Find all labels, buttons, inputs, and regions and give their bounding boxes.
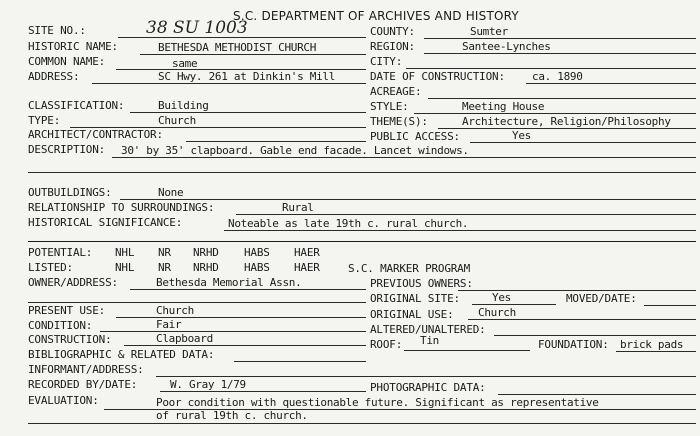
- owner-label: OWNER/ADDRESS:: [28, 276, 118, 289]
- city-line: [406, 68, 696, 69]
- moved-date-line: [644, 305, 696, 306]
- acreage-label: ACREAGE:: [370, 85, 422, 98]
- listed-haer: HAER: [294, 261, 320, 274]
- original-site-value: Yes: [492, 291, 511, 304]
- recorded-line: [160, 391, 366, 392]
- roof-line: [404, 350, 530, 351]
- significance-label: HISTORICAL SIGNIFICANCE:: [28, 216, 183, 229]
- original-use-line: [468, 319, 696, 320]
- description-line-1: [112, 157, 696, 158]
- potential-nhl: NHL: [115, 246, 135, 259]
- original-site-line: [472, 304, 556, 305]
- historic-name-label: HISTORIC NAME:: [28, 40, 118, 53]
- previous-owners-label: PREVIOUS OWNERS:: [370, 277, 473, 290]
- date-line: [526, 83, 696, 84]
- county-line: [424, 38, 696, 39]
- bibliographic-label: BIBLIOGRAPHIC & RELATED DATA:: [28, 348, 215, 361]
- foundation-label: FOUNDATION:: [538, 338, 609, 351]
- form-title: S.C. DEPARTMENT OF ARCHIVES AND HISTORY: [233, 9, 519, 23]
- county-value: Sumter: [470, 25, 508, 38]
- county-label: COUNTY:: [370, 25, 415, 38]
- listed-habs: HABS: [244, 261, 270, 274]
- original-use-value: Church: [478, 306, 516, 319]
- description-label: DESCRIPTION:: [28, 143, 106, 156]
- informant-line: [156, 376, 696, 377]
- roof-value: Tin: [420, 334, 439, 347]
- date-value: ca. 1890: [532, 70, 583, 83]
- photographic-line: [498, 394, 696, 395]
- architect-label: ARCHITECT/CONTRACTOR:: [28, 128, 163, 141]
- relationship-label: RELATIONSHIP TO SURROUNDINGS:: [28, 201, 215, 214]
- present-use-label: PRESENT USE:: [28, 304, 106, 317]
- photographic-label: PHOTOGRAPHIC DATA:: [370, 381, 486, 394]
- significance-value: Noteable as late 19th c. rural church.: [228, 217, 469, 230]
- classification-label: CLASSIFICATION:: [28, 99, 125, 112]
- themes-value: Architecture, Religion/Philosophy: [462, 115, 671, 128]
- original-site-label: ORIGINAL SITE:: [370, 292, 460, 305]
- owner-line-1: [130, 289, 366, 290]
- recorded-value: W. Gray 1/79: [170, 378, 246, 391]
- potential-haer: HAER: [294, 246, 320, 259]
- common-name-value: same: [172, 57, 198, 70]
- access-value: Yes: [512, 129, 531, 142]
- altered-line: [494, 335, 696, 336]
- historic-name-line: [140, 54, 366, 55]
- architect-line: [186, 141, 366, 142]
- moved-date-label: MOVED/DATE:: [566, 292, 637, 305]
- classification-line: [130, 112, 366, 113]
- original-use-label: ORIGINAL USE:: [370, 308, 454, 321]
- region-value: Santee-Lynches: [462, 40, 551, 53]
- listed-label: LISTED:: [28, 261, 73, 274]
- potential-nrhd: NRHD: [193, 246, 219, 259]
- evaluation-line-2: [28, 423, 696, 424]
- acreage-line: [428, 98, 696, 99]
- evaluation-value-2: of rural 19th c. church.: [156, 409, 308, 422]
- site-no-value: 38 SU 1003: [146, 18, 248, 38]
- recorded-label: RECORDED BY/DATE:: [28, 378, 138, 391]
- classification-value: Building: [158, 99, 209, 112]
- bibliographic-line: [234, 361, 366, 362]
- region-line: [424, 53, 696, 54]
- type-value: Church: [158, 114, 196, 127]
- present-use-line: [116, 317, 366, 318]
- outbuildings-line: [120, 199, 696, 200]
- site-no-line: [118, 37, 366, 38]
- themes-label: THEME(S):: [370, 115, 428, 128]
- condition-label: CONDITION:: [28, 319, 93, 332]
- description-line-2: [28, 172, 696, 173]
- listed-nhl: NHL: [115, 261, 135, 274]
- type-label: TYPE:: [28, 114, 61, 127]
- address-line: [92, 83, 366, 84]
- construction-line: [124, 345, 366, 346]
- style-label: STYLE:: [370, 100, 409, 113]
- potential-habs: HABS: [244, 246, 270, 259]
- present-use-value: Church: [156, 304, 194, 317]
- city-label: CITY:: [370, 55, 403, 68]
- section-divider: [28, 241, 696, 242]
- evaluation-label: EVALUATION:: [28, 394, 99, 407]
- evaluation-value-1: Poor condition with questionable future. Significant as representative: [156, 396, 599, 409]
- owner-value: Bethesda Memorial Assn.: [156, 276, 302, 289]
- access-line: [470, 142, 696, 143]
- potential-nr: NR: [158, 246, 171, 259]
- description-value: 30' by 35' clapboard. Gable end facade. Lancet windows.: [121, 144, 469, 157]
- historic-name-value: BETHESDA METHODIST CHURCH: [158, 41, 317, 54]
- roof-label: ROOF:: [370, 338, 403, 351]
- marker-program-label: S.C. MARKER PROGRAM: [348, 262, 471, 275]
- themes-line: [438, 128, 696, 129]
- listed-nr: NR: [158, 261, 171, 274]
- region-label: REGION:: [370, 40, 415, 53]
- style-value: Meeting House: [462, 100, 545, 113]
- condition-line: [100, 331, 366, 332]
- site-no-label: SITE NO.:: [28, 24, 86, 37]
- foundation-value: brick pads: [620, 338, 684, 351]
- altered-label: ALTERED/UNALTERED:: [370, 323, 486, 336]
- listed-nrhd: NRHD: [193, 261, 219, 274]
- construction-label: CONSTRUCTION:: [28, 333, 112, 346]
- owner-line-2: [28, 302, 366, 303]
- construction-value: Clapboard: [156, 332, 213, 345]
- potential-label: POTENTIAL:: [28, 246, 93, 259]
- access-label: PUBLIC ACCESS:: [370, 130, 460, 143]
- informant-label: INFORMANT/ADDRESS:: [28, 363, 144, 376]
- foundation-line: [616, 351, 696, 352]
- date-label: DATE OF CONSTRUCTION:: [370, 70, 505, 83]
- style-line: [414, 113, 696, 114]
- outbuildings-value: None: [158, 186, 184, 199]
- significance-line: [224, 230, 696, 231]
- relationship-line: [236, 214, 696, 215]
- relationship-value: Rural: [282, 201, 314, 214]
- common-name-label: COMMON NAME:: [28, 55, 106, 68]
- outbuildings-label: OUTBUILDINGS:: [28, 186, 112, 199]
- address-label: ADDRESS:: [28, 70, 80, 83]
- address-value: SC Hwy. 261 at Dinkin's Mill: [158, 70, 336, 83]
- condition-value: Fair: [156, 318, 182, 331]
